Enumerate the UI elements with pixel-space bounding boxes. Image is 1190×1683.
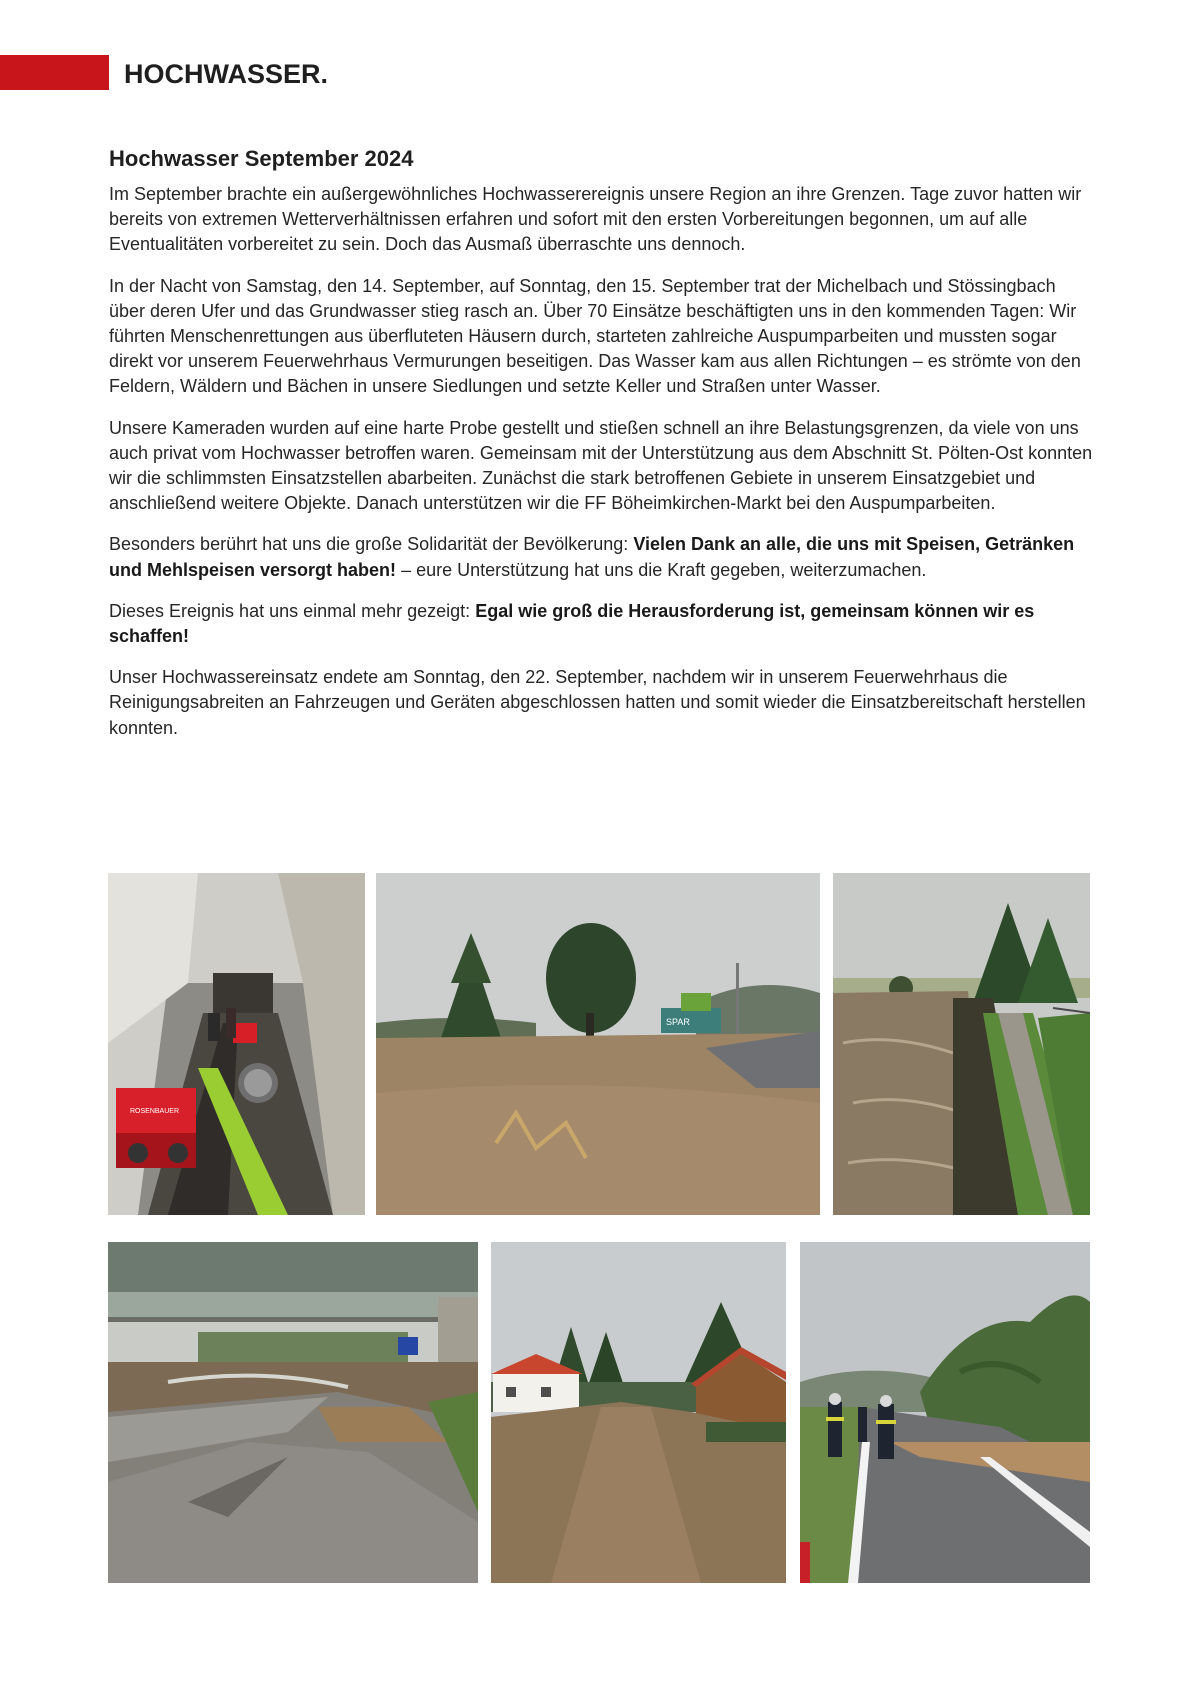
photo-river-bank	[833, 873, 1090, 1215]
lesson-statement: Egal wie groß die Herausforderung ist, gemeinsam können wir es schaffen!	[109, 600, 1035, 647]
section-accent-bar	[0, 55, 109, 90]
paragraph-lesson: Dieses Ereignis hat uns einmal mehr gezeigt: Egal wie groß die Herausforderung ist, gemeinsam können wir es schaffen!	[109, 600, 1035, 647]
shop-sign-text: SPAR	[666, 1017, 690, 1027]
photo-flooded-street	[491, 1242, 786, 1583]
article-title: Hochwasser September 2024	[109, 146, 414, 171]
section-title: HOCHWASSER.	[124, 59, 329, 89]
pump-label: ROSENBAUER	[130, 1108, 180, 1115]
paragraph-comrades: Unsere Kameraden wurden auf eine harte Probe gestellt und stießen schnell an ihre Belastungsgrenzen, da viele von uns auch privat vom Hochwasser betroffen waren. Gemeinsam mit der Unterstützung aus dem Abschnitt St. Pölten-Ost konnten wir die schlimmsten Einsatzstellen abarbeiten. Zunächst die stark betroffenen Gebiete in unserem Einsatzgebiet und anschließend weitere Objekte. Danach unterstützen wir die FF Böheimkirchen-Markt bei den Auspumparbeiten.	[109, 417, 1093, 514]
paragraph-intro: Im September brachte ein außergewöhnliches Hochwasserereignis unsere Region an ihre Grenzen. Tage zuvor hatten wir bereits von extremen Wetterverhältnissen erfahren und sofort mit den ersten Vorbereitungen begonnen, um auf alle Eventualitäten vorbereitet zu sein. Doch das Ausmaß überraschte uns dennoch.	[109, 184, 1082, 255]
photo-damaged-road	[108, 1242, 478, 1583]
paragraph-solidarity: Besonders berührt hat uns die große Solidarität der Bevölkerung: Vielen Dank an alle, die uns mit Speisen, Getränken und Mehlspeisen versorgt haben! – eure Unterstützung hat uns die Kraft gegeben, weiterzumachen.	[109, 534, 1075, 580]
photo-firefighters-road	[800, 1242, 1090, 1583]
article	[109, 144, 1094, 757]
paragraph-night-events: In der Nacht von Samstag, den 14. September, auf Sonntag, den 15. September trat der Michelbach und Stössingbach über deren Ufer und das Grundwasser stieg rasch an. Über 70 Einsätze beschäftigten uns in den kommenden Tagen: Wir führten Menschenrettungen aus überfluteten Häusern durch, starteten zahlreiche Auspumparbeiten und mussten sogar direkt vor unserem Feuerwehrhaus Vermurungen beseitigen. Das Wasser kam aus allen Richtungen – es strömte von den Feldern, Wäldern und Bächen in unsere Siedlungen und setzte Keller und Straßen unter Wasser.	[109, 275, 1081, 397]
photo-pumping-basement	[108, 873, 365, 1215]
solidarity-thanks: Vielen Dank an alle, die uns mit Speisen, Getränken und Mehlspeisen versorgt haben!	[109, 534, 1075, 580]
paragraph-conclusion: Unser Hochwassereinsatz endete am Sonntag, den 22. September, nachdem wir in unserem Feuerwehrhaus die Reinigungsabreiten an Fahrzeugen und Geräten abgeschlossen hatten und somit wieder die Einsatzbereitschaft herstellen konnten.	[109, 667, 1086, 738]
photo-flooded-field	[376, 873, 820, 1215]
